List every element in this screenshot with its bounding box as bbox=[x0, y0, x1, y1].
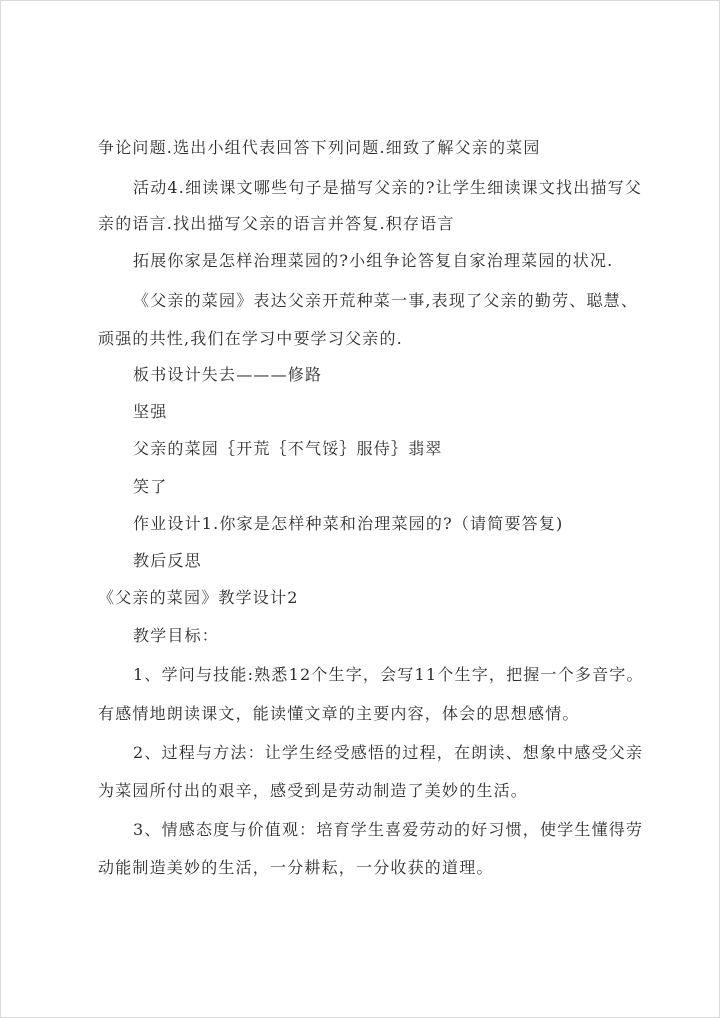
text-line: 争论问题.选出小组代表回答下列问题.细致了解父亲的菜园 bbox=[98, 138, 541, 157]
text-line: 教后反思 bbox=[133, 551, 202, 570]
text-line: 笑了 bbox=[133, 477, 168, 496]
text-line: 作业设计1.你家是怎样种菜和治理菜园的?（请简要答复) bbox=[133, 514, 564, 533]
text-line: 坚强 bbox=[133, 402, 168, 421]
text-line: 顽强的共性,我们在学习中要学习父亲的. bbox=[98, 329, 403, 348]
text-line: 《父亲的菜园》表达父亲开荒种菜一事,表现了父亲的勤劳、聪慧、 bbox=[133, 291, 639, 310]
text-line: 拓展你家是怎样治理菜园的?小组争论答复自家治理菜园的状况. bbox=[133, 251, 614, 270]
text-line: 亲的语言.找出描写父亲的语言并答复.积存语言 bbox=[98, 214, 455, 233]
text-line: 1、学问与技能:熟悉12个生字，会写11个生字，把握一个多音字。 bbox=[133, 665, 644, 684]
text-line: 教学目标： bbox=[133, 626, 220, 645]
text-line: 活动4.细读课文哪些句子是描写父亲的?让学生细读课文找出描写父 bbox=[133, 178, 643, 197]
text-line: 有感情地朗读课文，能读懂文章的主要内容，体会的思想感情。 bbox=[98, 704, 580, 723]
text-line: 板书设计失去———修路 bbox=[133, 365, 323, 384]
text-line: 为菜园所付出的艰辛，感受到是劳动制造了美妙的生活。 bbox=[98, 781, 529, 800]
text-line: 2、过程与方法：让学生经受感悟的过程，在朗读、想象中感受父亲 bbox=[133, 743, 644, 762]
text-line: 动能制造美妙的生活，一分耕耘，一分收获的道理。 bbox=[98, 858, 494, 877]
text-line: 3、情感态度与价值观：培育学生喜爱劳动的好习惯，使学生懂得劳 bbox=[133, 820, 644, 839]
text-line: 父亲的菜园｛开荒｛不气馁｝服侍｝翡翠 bbox=[133, 439, 443, 458]
section-heading: 《父亲的菜园》教学设计2 bbox=[98, 588, 299, 607]
